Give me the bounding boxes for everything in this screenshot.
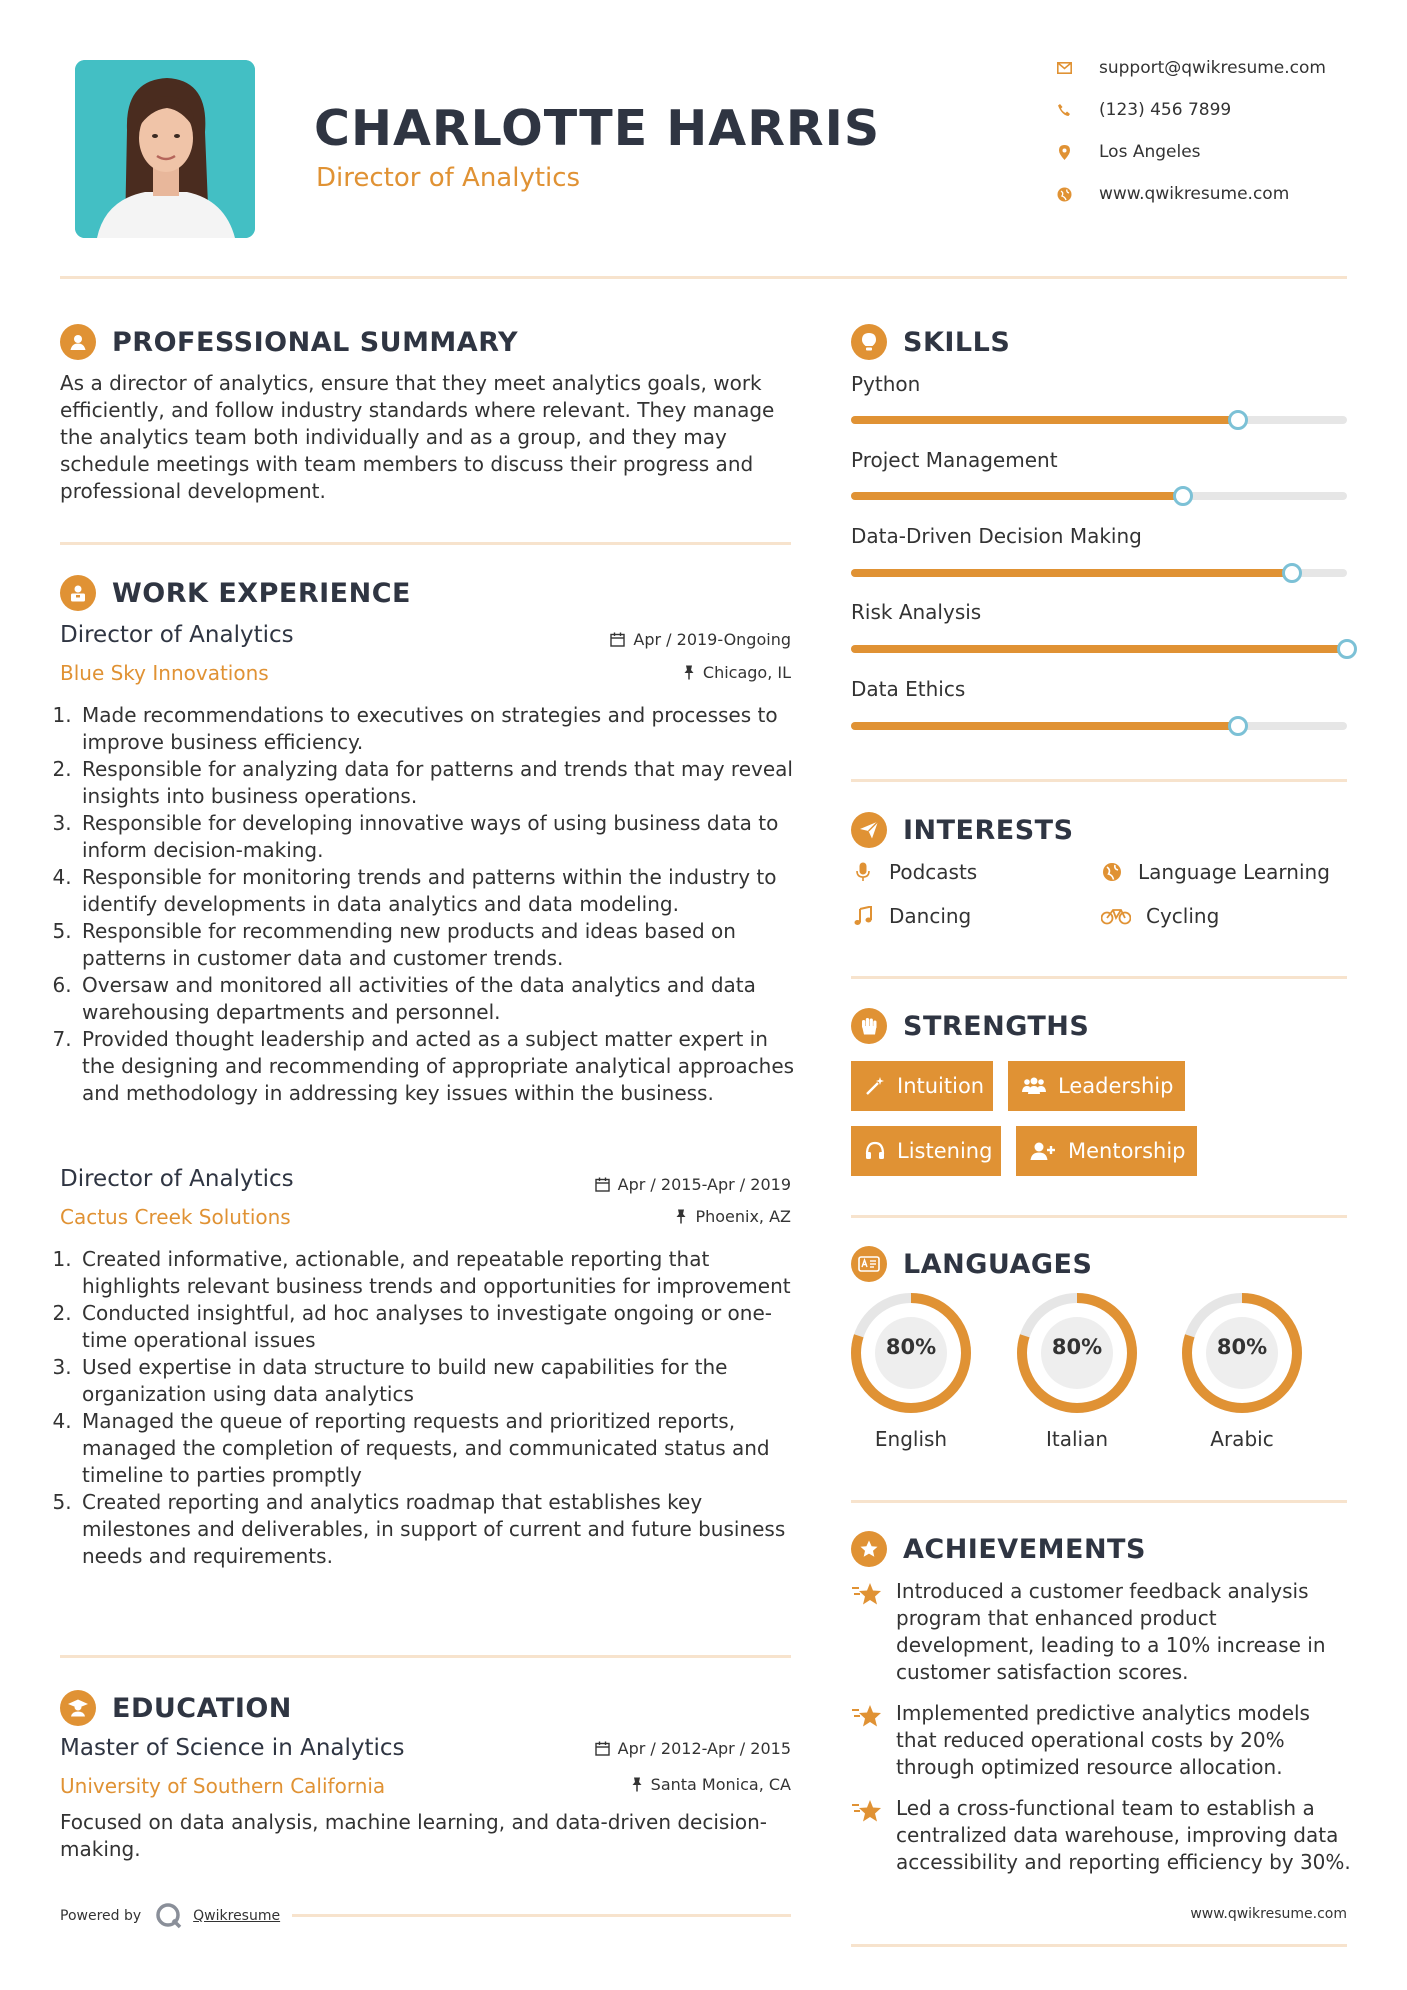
star-icon (851, 1700, 885, 1781)
education-school: University of Southern California (60, 1774, 386, 1798)
summary-divider (60, 542, 791, 545)
strengths-heading: STRENGTHS (851, 1008, 1089, 1044)
job-1-date: Apr / 2019-Ongoing (610, 630, 791, 649)
skill-bar-fill (851, 645, 1347, 653)
education-location: Santa Monica, CA (631, 1775, 791, 1794)
education-date: Apr / 2012-Apr / 2015 (595, 1739, 791, 1758)
skill-label: Data Ethics (851, 677, 966, 701)
job-bullet: 2. Responsible for analyzing data for patterns and trends that may reveal insights into business operations. (78, 756, 795, 810)
education-degree: Master of Science in Analytics (60, 1735, 405, 1761)
job-bullet: 3. Used expertise in data structure to build new capabilities for the organization using data analytics (78, 1354, 795, 1408)
job-1-location: Chicago, IL (683, 663, 791, 682)
languages-divider (851, 1500, 1347, 1503)
skill-bar-fill (851, 722, 1238, 730)
education-heading: EDUCATION (60, 1690, 292, 1726)
profile-photo (75, 60, 255, 238)
candidate-name: CHARLOTTE HARRIS (314, 100, 881, 157)
brand-link[interactable]: Qwikresume (193, 1908, 281, 1924)
star-icon (851, 1795, 885, 1876)
contact-email[interactable] (1055, 58, 1395, 78)
skill-bar (851, 569, 1347, 577)
job-2-location: Phoenix, AZ (675, 1207, 791, 1226)
skill-bar-knob (1337, 639, 1357, 659)
skills-divider (851, 779, 1347, 782)
powered-by (60, 1902, 280, 1930)
language-percent: 80% (1216, 1335, 1268, 1359)
strength-tag-intuition: Intuition (851, 1061, 993, 1111)
language-item (1015, 1291, 1139, 1451)
briefcase-user-icon (60, 575, 96, 611)
strength-tag-listening: Listening (851, 1126, 1001, 1176)
interests-heading: INTERESTS (851, 812, 1074, 848)
powered-by-label: Powered by (60, 1908, 142, 1924)
language-item (849, 1291, 973, 1451)
contact-location (1055, 142, 1395, 162)
skill-bar (851, 722, 1347, 730)
job-2-title: Director of Analytics (60, 1166, 294, 1192)
contact-phone[interactable] (1055, 100, 1395, 120)
job-bullet: 6. Oversaw and monitored all activities of the data analytics and data warehousing departments and personnel. (78, 972, 795, 1026)
job-bullet: 4. Managed the queue of reporting requests and prioritized reports, managed the completion of requests, and communicated status and timeline to parties promptly (78, 1408, 795, 1489)
skill-bar (851, 492, 1347, 500)
graduation-icon (60, 1690, 96, 1726)
achievement-item: Introduced a customer feedback analysis program that enhanced product development, leading to a 10% increase in customer satisfaction scores. (851, 1578, 1351, 1686)
skill-label: Project Management (851, 448, 1058, 472)
language-percent: 80% (885, 1335, 937, 1359)
interest-item: Dancing (851, 904, 971, 928)
skill-bar-knob (1282, 563, 1302, 583)
achievement-item: Implemented predictive analytics models that reduced operational costs by 20% through optimized resource allocation. (851, 1700, 1351, 1781)
achievement-item: Led a cross-functional team to establish a centralized data warehouse, improving data accessibility and reporting efficiency by 30%. (851, 1795, 1351, 1876)
interest-item: Language Learning (1100, 860, 1330, 884)
interest-item: Cycling (1100, 904, 1219, 928)
job-2-date: Apr / 2015-Apr / 2019 (595, 1175, 791, 1194)
experience-heading: WORK EXPERIENCE (60, 575, 411, 611)
contact-phone-text: (123) 456 7899 (1099, 100, 1232, 120)
languages-heading: LANGUAGES (851, 1246, 1092, 1282)
job-bullet: 1. Created informative, actionable, and repeatable reporting that highlights relevant business trends and opportunities for improvement (78, 1246, 795, 1300)
summary-heading: PROFESSIONAL SUMMARY (60, 324, 518, 360)
skill-label: Risk Analysis (851, 600, 982, 624)
user-icon (60, 324, 96, 360)
header-divider (60, 276, 1347, 279)
pin-icon (675, 1209, 687, 1224)
footer-website[interactable]: www.qwikresume.com (1190, 1906, 1347, 1922)
contact-website-text: www.qwikresume.com (1099, 184, 1290, 204)
pin-icon (631, 1777, 643, 1792)
job-2-company: Cactus Creek Solutions (60, 1205, 291, 1229)
lightbulb-icon (851, 324, 887, 360)
qwikresume-logo-icon (155, 1902, 183, 1930)
interest-item: Podcasts (851, 860, 977, 884)
contact-location-text: Los Angeles (1099, 142, 1201, 162)
job-bullet: 5. Created reporting and analytics roadmap that establishes key milestones and deliverables, in support of current and future business needs and requirements. (78, 1489, 795, 1570)
job-2-bullets (60, 1246, 795, 1570)
pin-icon (683, 665, 695, 680)
skill-bar-fill (851, 492, 1183, 500)
skill-bar-fill (851, 416, 1238, 424)
contact-email-text: support@qwikresume.com (1099, 58, 1326, 78)
job-bullet: 3. Responsible for developing innovative ways of using business data to inform decision-making. (78, 810, 795, 864)
globe-icon (1100, 860, 1124, 884)
skill-bar (851, 645, 1347, 653)
achievements-divider (851, 1944, 1347, 1947)
calendar-icon (595, 1741, 610, 1756)
skills-heading: SKILLS (851, 324, 1010, 360)
education-description: Focused on data analysis, machine learning, and data-driven decision-making. (60, 1810, 768, 1861)
music-note-icon (851, 904, 875, 928)
job-1-bullets (60, 702, 795, 1107)
map-pin-icon (1055, 143, 1073, 161)
job-bullet: 5. Responsible for recommending new products and ideas based on patterns in customer data and customer trends. (78, 918, 795, 972)
candidate-title: Director of Analytics (316, 163, 581, 193)
magic-wand-icon (865, 1076, 885, 1096)
job-1-company: Blue Sky Innovations (60, 661, 269, 685)
job-bullet: 2. Conducted insightful, ad hoc analyses to investigate ongoing or one-time operational issues (78, 1300, 795, 1354)
star-icon (851, 1578, 885, 1686)
summary-text: As a director of analytics, ensure that they meet analytics goals, work efficiently, and follow industry standards where relevant. They manage the analytics team both individually and as a group, and they may schedule meetings with team members to discuss their progress and professional development. (60, 371, 775, 503)
globe-icon (1055, 185, 1073, 203)
interests-divider (851, 976, 1347, 979)
skill-bar-knob (1173, 486, 1193, 506)
contact-website[interactable] (1055, 184, 1395, 204)
job-1-title: Director of Analytics (60, 622, 294, 648)
job-bullet: 7. Provided thought leadership and acted as a subject matter expert in the designing and recommending of appropriate analytical approaches and methodology in addressing key issues within the business. (78, 1026, 795, 1107)
skill-bar-knob (1228, 716, 1248, 736)
skill-bar-knob (1228, 410, 1248, 430)
phone-icon (1055, 101, 1073, 119)
job-bullet: 4. Responsible for monitoring trends and patterns within the industry to identify developments in data analytics and data modeling. (78, 864, 795, 918)
calendar-icon (610, 632, 625, 647)
strength-tag-mentorship: Mentorship (1016, 1126, 1197, 1176)
envelope-icon (1055, 59, 1073, 77)
fist-icon (851, 1008, 887, 1044)
users-icon (1022, 1076, 1046, 1096)
calendar-icon (595, 1177, 610, 1192)
strength-tag-leadership: Leadership (1008, 1061, 1185, 1111)
language-percent: 80% (1051, 1335, 1103, 1359)
achievements-heading: ACHIEVEMENTS (851, 1531, 1146, 1567)
footer-divider (292, 1914, 791, 1917)
language-item (1180, 1291, 1304, 1451)
experience-divider (60, 1655, 791, 1658)
microphone-icon (851, 860, 875, 884)
skill-label: Data-Driven Decision Making (851, 524, 1142, 548)
job-bullet: 1. Made recommendations to executives on strategies and processes to improve business efficiency. (78, 702, 795, 756)
headphones-icon (865, 1141, 885, 1161)
bicycle-icon (1100, 904, 1132, 928)
skill-label: Python (851, 372, 921, 396)
language-name: English (874, 1427, 948, 1451)
language-name: Italian (1045, 1427, 1109, 1451)
skill-bar-fill (851, 569, 1292, 577)
skill-bar (851, 416, 1347, 424)
language-name: Arabic (1210, 1427, 1274, 1451)
user-plus-icon (1030, 1141, 1056, 1161)
star-badge-icon (851, 1531, 887, 1567)
language-card-icon (851, 1246, 887, 1282)
strengths-divider (851, 1215, 1347, 1218)
paper-plane-icon (851, 812, 887, 848)
